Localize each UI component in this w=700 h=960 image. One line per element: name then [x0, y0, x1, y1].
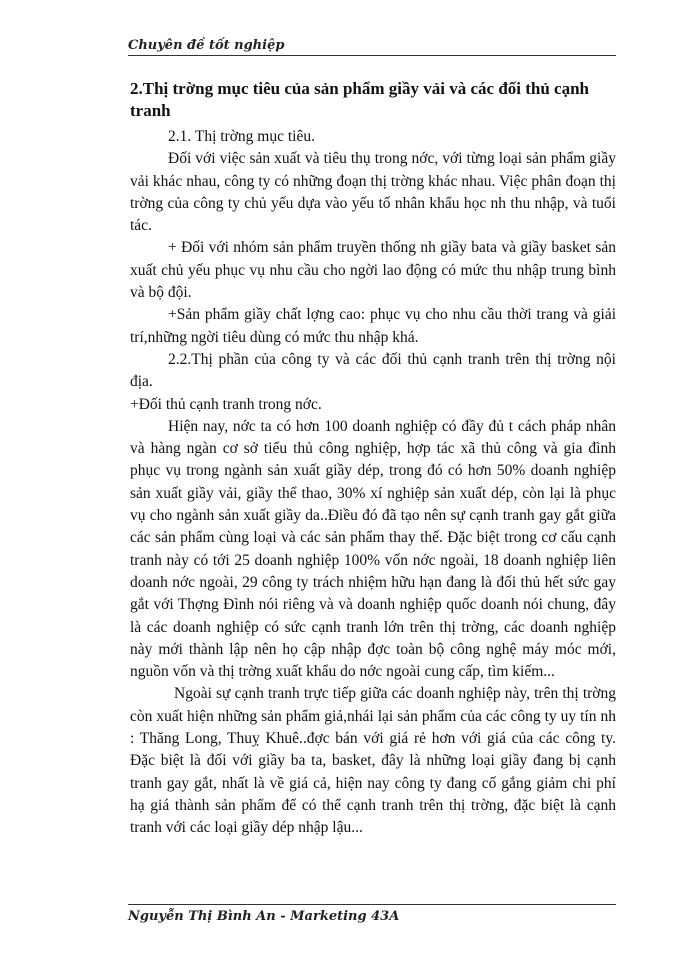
page-header: Chuyên đề tốt nghiệp: [128, 38, 285, 53]
paragraph-competition-overview: Hiện nay, nớc ta có hơn 100 doanh nghiệp có đầy đủ t cách pháp nhân và hàng ngàn cơ sở tiểu thủ công nghiệp, hợp tác xã thủ công và gia đình phục vụ trong ngành sản xuất giầy dép, trong đó có hơn 50% doanh nghiệp sản xuất giầy vải, giầy thể thao, 30% xí nghiệp sản xuất dép, còn lại là phục vụ cho ngành sản xuất giầy da..Điều đó đã tạo nên sự cạnh tranh gay gắt giữa các sản phẩm cùng loại và các sản phẩm thay thế. Đặc biệt trong cơ cấu cạnh tranh này có tới 25 doanh nghiệp 100% vốn nớc ngoài, 18 doanh nghiệp liên doanh nớc ngoài, 29 công ty trách nhiệm hữu hạn đang là đối thủ hết sức gay gắt với Thợng Đình nói riêng và và doanh nghiệp quốc doanh nói chung, đây là các doanh nghiệp có sức cạnh tranh lớn trên thị trờng, các doanh nghiệp này mới thành lập nên họ cập nhập đợc toàn bộ công nghệ máy móc mới, nguồn vốn và thị trờng xuất khẩu do nớc ngoài cung cấp, tìm kiếm...: [130, 417, 616, 681]
paragraph-quality-products: +Sản phẩm giầy chất lợng cao: phục vụ cho nhu cầu thời trang và giải trí,những ngời tiêu dùng có mức thu nhập khá.: [130, 306, 616, 346]
paragraph-counterfeit-competition: Ngoài sự cạnh tranh trực tiếp giữa các doanh nghiệp này, trên thị trờng còn xuất hiện những sản phẩm giả,nhái lại sản phẩm của các công ty uy tín nh : Thăng Long, Thuỵ Khuê..đợc bán với giá rẻ hơn với giá của các công ty. Đặc biệt là đối với giầy ba ta, basket, đây là những loại giầy đang bị cạnh tranh gay gắt, nhất là về giá cả, hiện nay công ty đang cố gắng giảm chi phí hạ giá thành sản phẩm để có thể cạnh tranh trên thị trờng, đặc biệt là cạnh tranh với các loại giầy dép nhập lậu...: [130, 685, 616, 837]
paragraph-traditional-products: + Đối với nhóm sản phẩm truyền thống nh giầy bata và giầy basket sản xuất chủ yếu phục vụ nhu cầu cho ngời lao động có mức thu nhập trung bình và bộ đội.: [130, 239, 616, 302]
subsection-heading-2-1: 2.1. Thị trờng mục tiêu.: [168, 128, 315, 145]
footer-divider: [128, 904, 616, 905]
subsection-heading-2-2: 2.2.Thị phần của công ty và các đối thủ cạnh tranh trên thị trờng nội địa.: [130, 350, 616, 391]
document-body: [130, 78, 616, 840]
page-footer: Nguyễn Thị Bình An - Marketing 43A: [128, 909, 400, 924]
header-divider: [128, 55, 616, 56]
section-title: 2.Thị trờng mục tiêu của sản phẩm giầy vải và các đối thủ cạnh tranh: [130, 79, 590, 120]
paragraph-domestic-competitors-heading: +Đối thủ cạnh tranh trong nớc.: [130, 395, 322, 413]
paragraph-market-segments: Đối với việc sản xuất và tiêu thụ trong nớc, với từng loại sản phẩm giầy vải khác nhau, công ty có những đoạn thị trờng khác nhau. Việc phân đoạn thị trờng của công ty chủ yếu dựa vào yếu tố nhân khẩu học nh thu nhập, và tuổi tác.: [130, 150, 616, 235]
